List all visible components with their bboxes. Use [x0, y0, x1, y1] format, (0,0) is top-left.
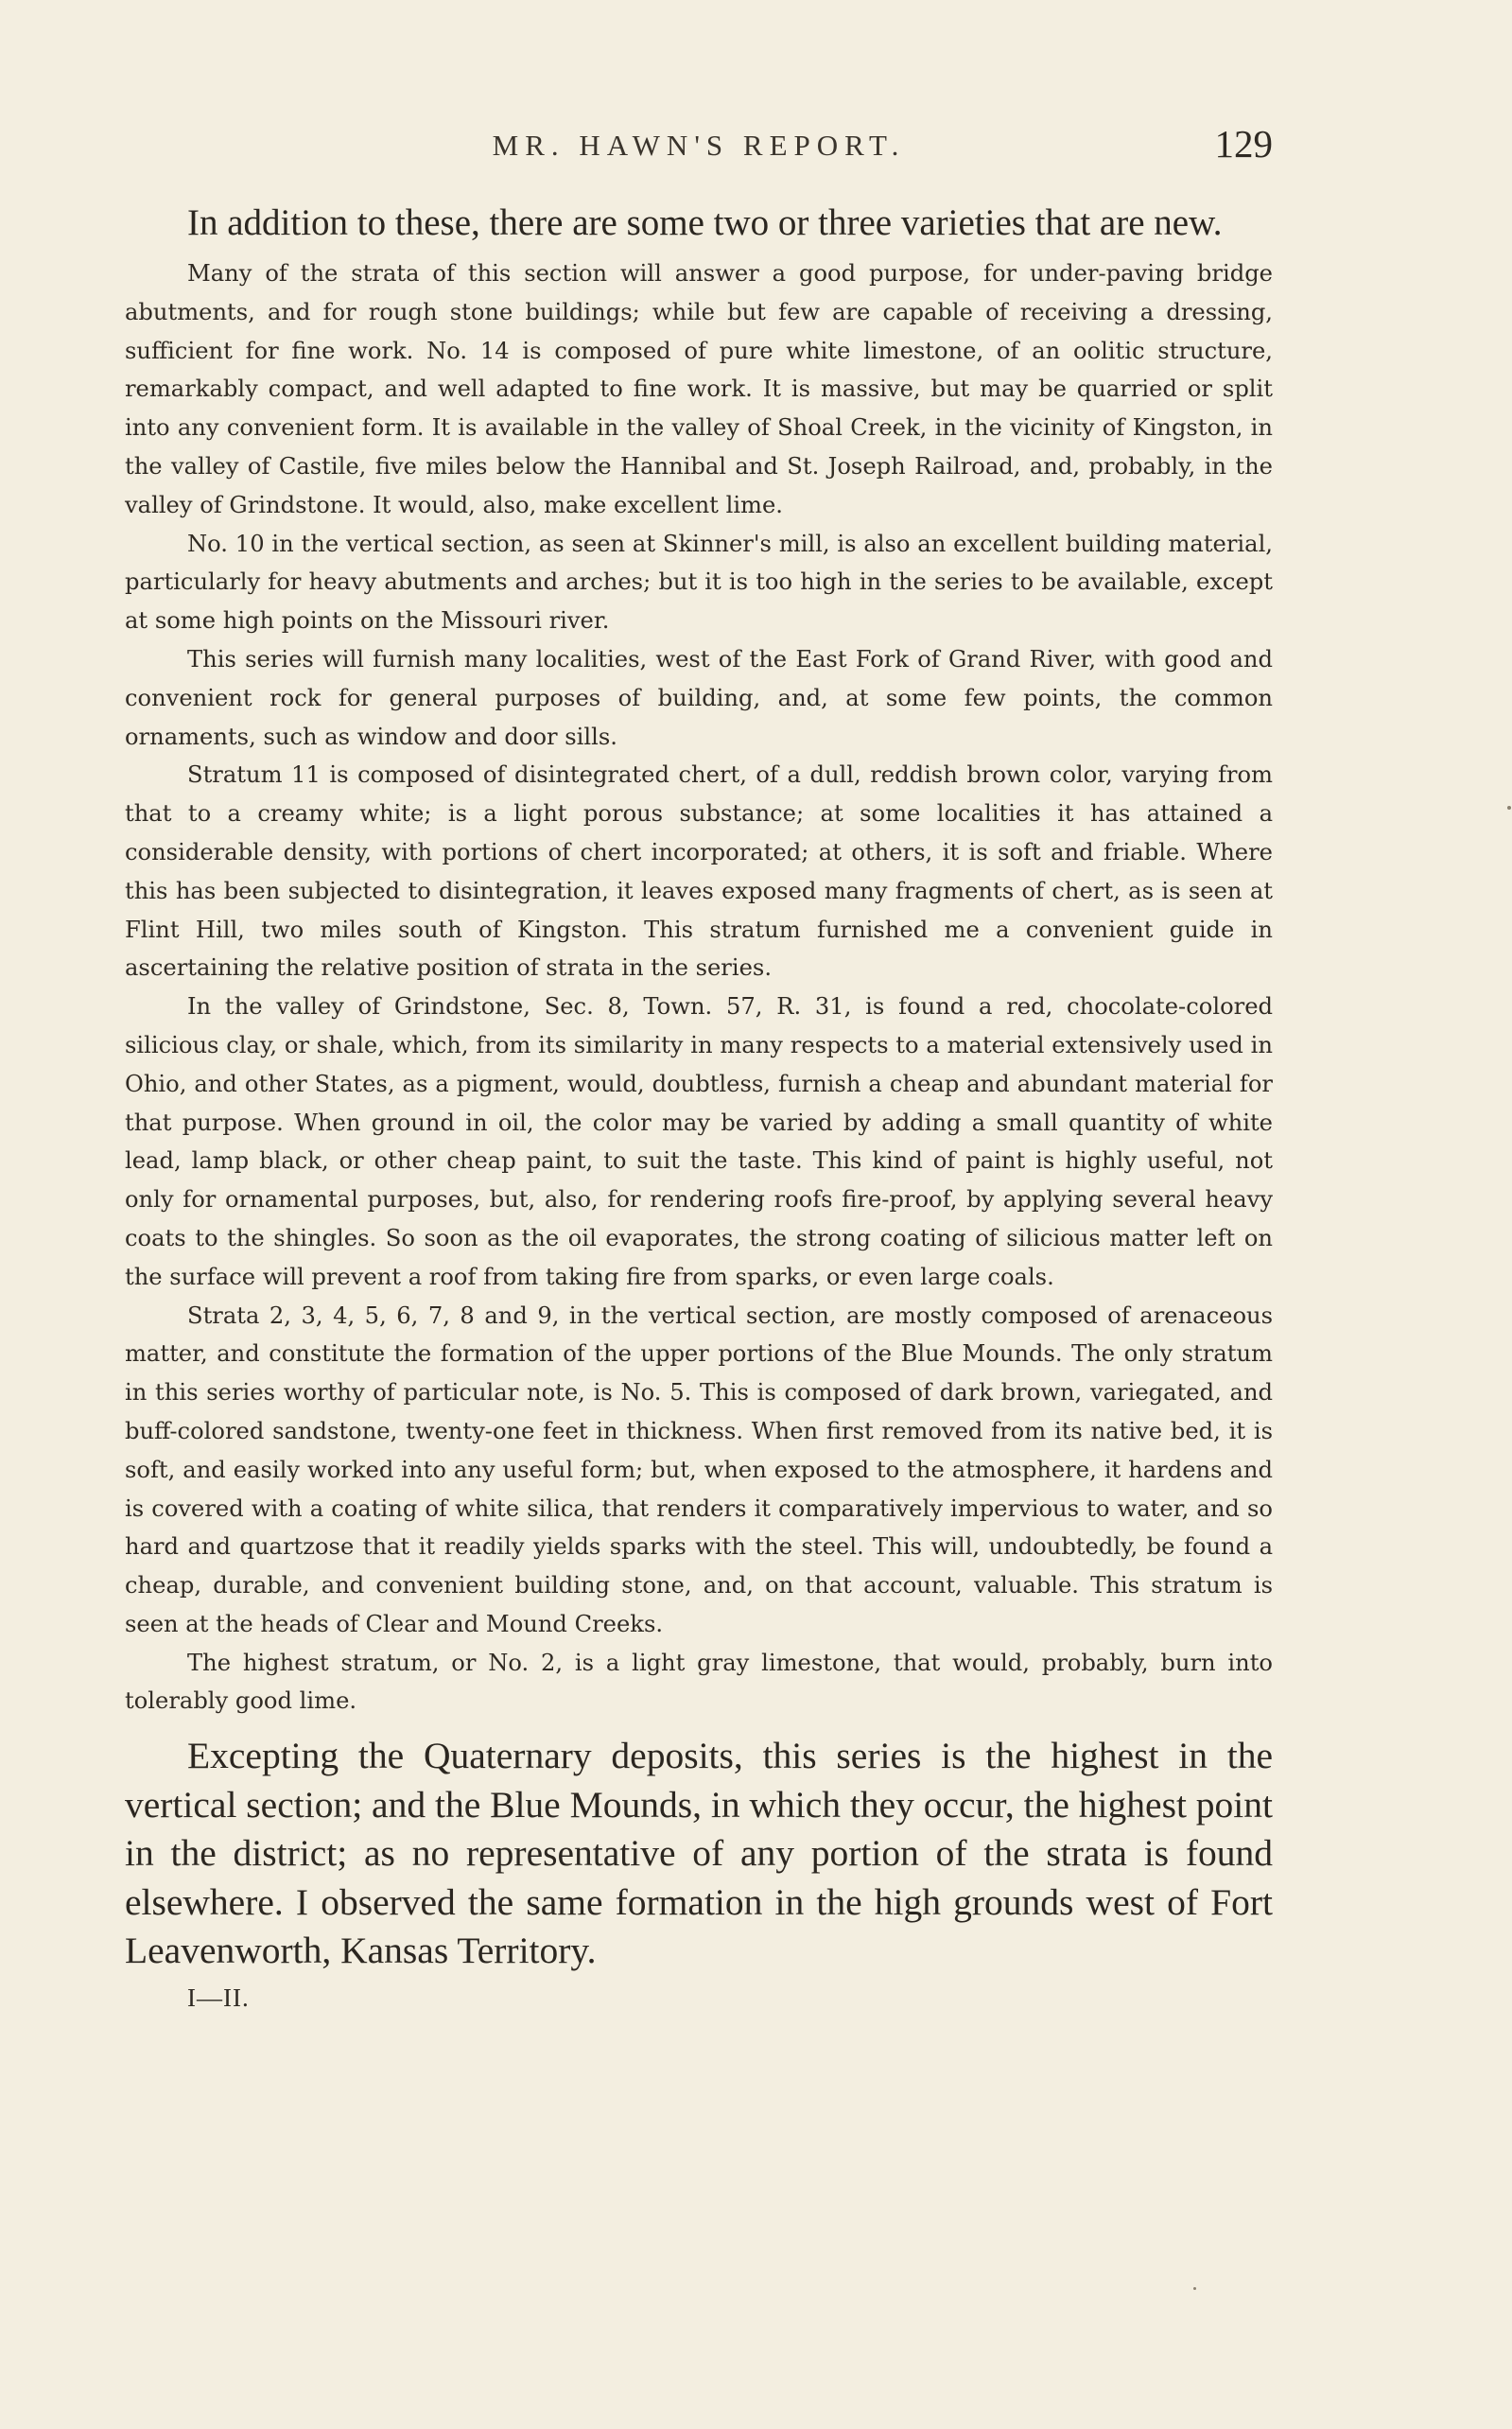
paper-speck: [1507, 806, 1511, 810]
running-title: MR. HAWN'S REPORT.: [492, 129, 906, 162]
paragraph-strata-uses: Many of the strata of this section will answer a good purpose, for under-paving bridge abutments, and for rough stone buildings; while but few are capable of receiving a dressing, sufficient for fine work. No. 14 is composed of pure white limestone, of an oolitic structure, remarkably compact, and well adapted to fine work. It is massive, but may be quarried or split into any convenient form. It is available in the valley of Shoal Creek, in the vicinity of Kingston, in the valley of Castile, five miles below the Hannibal and St. Joseph Railroad, and, probably, in the valley of Grindstone. It would, also, make excellent lime.: [125, 260, 1273, 518]
paragraph-grindstone-clay: In the valley of Grindstone, Sec. 8, Town. 57, R. 31, is found a red, chocolate-colored silicious clay, or shale, which, from its similarity in many respects to a material extensively used in Ohio, and other States, as a pigment, would, doubtless, furnish a cheap and abundant material for that purpose. When ground in oil, the color may be varied by adding a small quantity of white lead, lamp black, or other cheap paint, to suit the taste. This kind of paint is highly useful, not only for ornamental purposes, but, also, for rendering roofs fire-proof, by applying several heavy coats to the shingles. So soon as the oil evaporates, the strong coating of silicious matter left on the surface will prevent a roof from taking fire from sparks, or even large coals.: [125, 993, 1273, 1290]
report-page: [125, 112, 1273, 2013]
paper-speck: [1193, 2287, 1196, 2290]
paragraph-intro: In addition to these, there are some two or three varieties that are new.: [187, 202, 1223, 243]
paragraph-series-localities: This series will furnish many localities, west of the East Fork of Grand River, with good and convenient rock for general purposes of building, and, at some few points, the common ornaments, such as window and door sills.: [125, 645, 1273, 750]
page-number: 129: [1214, 122, 1273, 166]
paragraph-quaternary: Excepting the Quaternary deposits, this series is the highest in the vertical section; and the Blue Mounds, in which they occur, the highest point in the district; as no representative of any portion of the strata is found elsewhere. I observed the same formation in the high grounds west of Fort Leavenworth, Kansas Territory.: [125, 1735, 1273, 1972]
running-head: [125, 112, 1273, 178]
paragraph-strata-2-9: Strata 2, 3, 4, 5, 6, 7, 8 and 9, in the vertical section, are mostly composed of arenaceous matter, and constitute the formation of the upper portions of the Blue Mounds. The only stratum in this series worthy of particular note, is No. 5. This is composed of dark brown, variegated, and buff-colored sandstone, twenty-one feet in thickness. When first removed from its native bed, it is soft, and easily worked into any useful form; but, when exposed to the atmosphere, it hardens and is covered with a coating of white silica, that renders it comparatively impervious to water, and so hard and quartzose that it readily yields sparks with the steel. This will, undoubtedly, be found a cheap, durable, and convenient building stone, and, on that account, valuable. This stratum is seen at the heads of Clear and Mound Creeks.: [125, 1302, 1273, 1637]
paragraph-no-10: No. 10 in the vertical section, as seen at Skinner's mill, is also an excellent building material, particularly for heavy abutments and arches; but it is too high in the series to be available, except at some high points on the Missouri river.: [125, 530, 1273, 635]
paragraph-highest-stratum: The highest stratum, or No. 2, is a light gray limestone, that would, probably, burn into tolerably good lime.: [125, 1649, 1273, 1715]
paragraph-stratum-11: Stratum 11 is composed of disintegrated chert, of a dull, reddish brown color, varying from that to a creamy white; is a light porous substance; at some localities it has attained a considerable density, with portions of chert incorporated; at others, it is soft and friable. Where this has been subjected to disintegration, it leaves exposed many fragments of chert, as is seen at Flint Hill, two miles south of Kingston. This stratum furnished me a convenient guide in ascertaining the relative position of strata in the series.: [125, 761, 1273, 982]
signature-mark: I—II.: [187, 1983, 250, 2012]
